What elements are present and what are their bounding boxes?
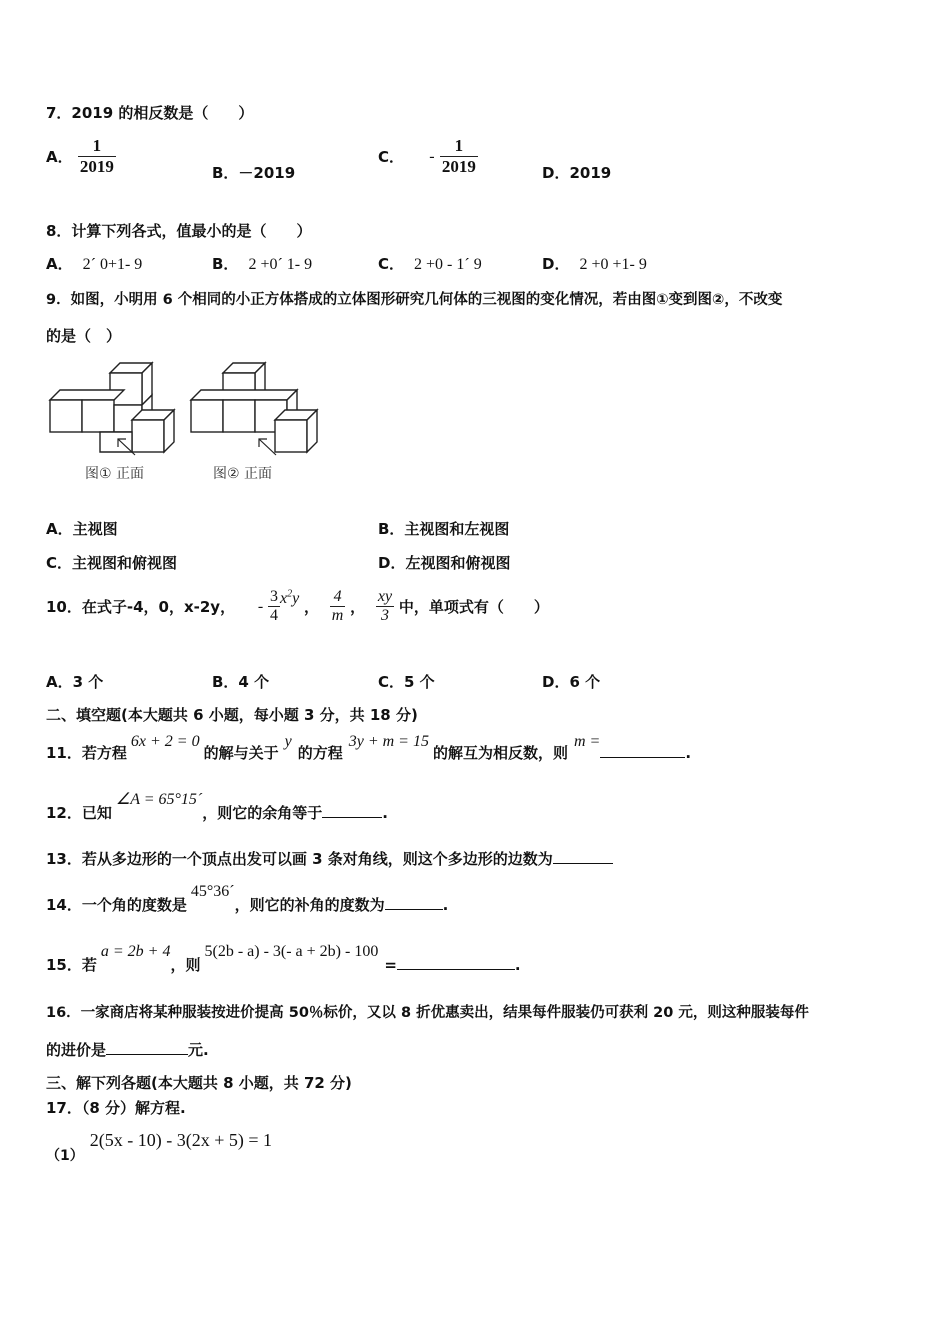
q10-option-a: A．3 个	[46, 673, 104, 691]
answer-blank	[600, 743, 685, 758]
q15-stem: 15．若a = 2b + 4，则5(2b - a) - 3(- a + 2b) - 100= .	[46, 943, 521, 974]
q16-line2: 的进价是 元.	[46, 1041, 209, 1059]
q9-fig2-caption: 图② 正面	[213, 466, 273, 482]
q9-stem-line2: 的是（ ）	[46, 327, 122, 345]
q9-option-a: A．主视图	[46, 520, 118, 538]
answer-blank	[397, 955, 515, 970]
fraction: $\frac{1}{2019}$	[79, 136, 114, 176]
q17-stem: 17．（8 分）解方程.	[46, 1099, 186, 1117]
q10-option-d: D．6 个	[542, 673, 601, 691]
q17-part1: （1）2(5x - 10) - 3(2x + 5) = 1	[46, 1130, 273, 1164]
q7-stem: 7．2019 的相反数是（ ）	[46, 104, 254, 122]
q8-option-c: C． 2 +0 - 1´ 9	[378, 255, 482, 273]
q7-option-a: A． $\frac{1}{2019}$	[46, 136, 114, 176]
cube-figure-1	[50, 363, 174, 452]
q10-option-b: B．4 个	[212, 673, 270, 691]
q9-figure	[40, 355, 330, 490]
q11-stem: 11．若方程6x + 2 = 0的解与关于y的方程3y + m = 15的解互为相反数，则m =.	[46, 733, 692, 762]
answer-blank	[322, 803, 382, 818]
q13-stem: 13．若从多边形的一个顶点出发可以画 3 条对角线，则这个多边形的边数为	[46, 848, 613, 869]
q14-stem: 14．一个角的度数是45°36´，则它的补角的度数为 .	[46, 883, 449, 914]
q12-stem: 12．已知∠A = 65°15´，则它的余角等于 .	[46, 791, 388, 822]
section-3-heading: 三、解下列各题(本大题共 8 小题，共 72 分)	[46, 1074, 352, 1092]
q7-option-d: D．2019	[542, 164, 612, 182]
cube-figure-2	[191, 363, 317, 452]
q8-stem: 8．计算下列各式，值最小的是（ ）	[46, 222, 312, 240]
q8-option-d: D． 2 +0 +1- 9	[542, 255, 647, 273]
q10-option-c: C．5 个	[378, 673, 435, 691]
q9-fig1-caption: 图① 正面	[85, 466, 145, 482]
q9-option-c: C．主视图和俯视图	[46, 554, 178, 572]
answer-blank	[385, 895, 443, 910]
q7-option-b: B．－2019	[212, 164, 296, 182]
q10-stem: 10．在式子-4，0，x-2y， - $\frac{3}{4}$ $x^2y$ ， $\frac{4}{m}$ ， $\frac{xy}{3}$ 中，单项式有（ ）	[46, 588, 549, 624]
q8-option-a: A． 2´ 0+1- 9	[46, 255, 143, 273]
fraction: $\frac{1}{2019}$	[441, 136, 476, 176]
q8-option-b: B． 2 +0´ 1- 9	[212, 255, 313, 273]
q7-option-c: C． - $\frac{1}{2019}$	[378, 136, 476, 176]
section-2-heading: 二、填空题(本大题共 6 小题，每小题 3 分，共 18 分)	[46, 706, 418, 724]
arrow-2	[259, 439, 276, 455]
q16-line1: 16．一家商店将某种服装按进价提高 50％标价，又以 8 折优惠卖出，结果每件服装仍可获利 20 元，则这种服装每件	[46, 1005, 809, 1021]
q9-stem-line1: 9．如图，小明用 6 个相同的小正方体搭成的立体图形研究几何体的三视图的变化情况，若由图①变到图②，不改变	[46, 292, 783, 308]
answer-blank	[106, 1040, 188, 1055]
q9-option-d: D．左视图和俯视图	[378, 554, 511, 572]
answer-blank	[553, 849, 613, 864]
q9-option-b: B．主视图和左视图	[378, 520, 510, 538]
